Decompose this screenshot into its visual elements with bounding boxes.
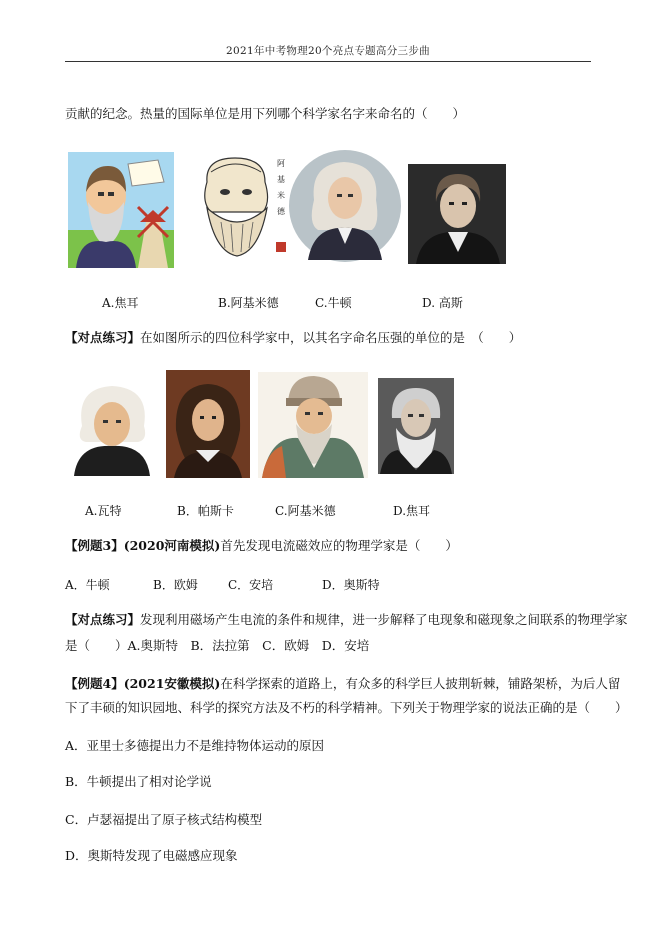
q4-line-1: [65, 612, 628, 628]
q3-tag: 【例题3】(2020河南模拟): [65, 538, 221, 553]
seal-char-4: 德: [277, 207, 285, 216]
q5-stem-line1: 在科学探索的道路上，有众多的科学巨人披荆斩棘，铺路架桥，为后人留: [220, 676, 621, 691]
watt-portrait: [68, 376, 156, 476]
archimedes-color-portrait: [258, 372, 368, 478]
q3-line: [65, 538, 458, 554]
q3-option-d: D．奥斯特: [322, 578, 380, 592]
q4-tag: 【对点练习】: [65, 612, 141, 627]
pascal-portrait: [166, 370, 250, 478]
q3-option-c: C．安培: [228, 578, 274, 592]
q3-stem: 首先发现电流磁效应的物理学家是（ ）: [220, 538, 458, 553]
header-divider: [65, 61, 591, 62]
q1-option-b: B.阿基米德: [218, 296, 279, 310]
q2-stem: 在如图所示的四位科学家中，以其名字命名压强的单位的是 （ ）: [140, 330, 522, 345]
archimedes-sketch-portrait: [185, 152, 291, 264]
q1-option-d: D. 高斯: [422, 296, 463, 310]
q1-option-a: A.焦耳: [102, 296, 139, 310]
q5-option-d: D．奥斯特发现了电磁感应现象: [65, 848, 238, 863]
q2-option-c: C.阿基米德: [275, 504, 336, 518]
q5-option-b: B．牛顿提出了相对论学说: [65, 774, 212, 789]
q5-option-c: C．卢瑟福提出了原子核式结构模型: [65, 812, 263, 827]
q2-option-a: A.瓦特: [85, 504, 122, 518]
q2-option-b: B．帕斯卡: [177, 504, 234, 518]
q4-stem-line1: 发现利用磁场产生电流的条件和规律，进一步解释了电现象和磁现象之间联系的物理学家: [140, 612, 628, 627]
q2-option-d: D.焦耳: [393, 504, 431, 518]
q2-line: [65, 330, 521, 346]
joule-photo-portrait: [378, 378, 454, 474]
q5-option-a: A．亚里士多德提出力不是维持物体运动的原因: [65, 738, 325, 753]
seal-char-2: 基: [277, 175, 285, 184]
q5-stem-line2: 下了丰硕的知识园地、科学的探究方法及不朽的科学精神。下列关于物理学家的说法正确的是（ ）: [65, 700, 628, 715]
page-header: 2021年中考物理20个亮点专题高分三步曲: [226, 45, 430, 57]
q5-line-1: [65, 676, 620, 692]
q4-stem-line2: 是（ ）A.奥斯特 B．法拉第 C．欧姆 D．安培: [65, 638, 370, 653]
q2-tag: 【对点练习】: [65, 330, 141, 345]
seal-char-3: 米: [277, 191, 285, 200]
gauss-portrait: [408, 164, 506, 264]
q3-option-a: A．牛顿: [65, 578, 110, 592]
q1-stem: 贡献的纪念。热量的国际单位是用下列哪个科学家名字来命名的（ ）: [65, 106, 466, 121]
seal-char-1: 阿: [277, 159, 285, 168]
q5-tag: 【例题4】(2021安徽模拟): [65, 676, 221, 691]
joule-cartoon-portrait: [68, 152, 174, 268]
q3-option-b: B．欧姆: [153, 578, 198, 592]
q1-option-c: C.牛顿: [315, 296, 352, 310]
newton-portrait: [288, 148, 402, 264]
